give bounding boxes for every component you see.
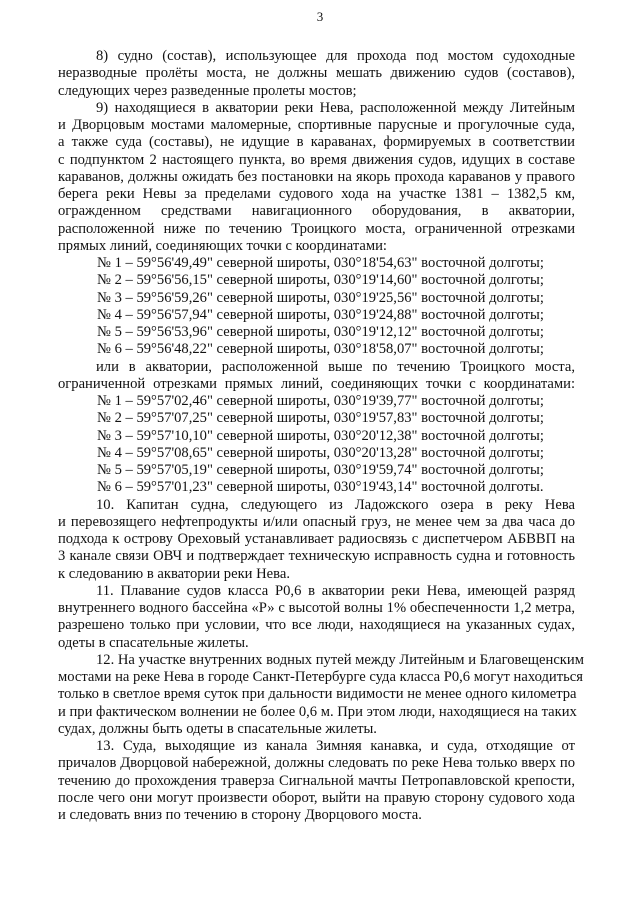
text-line: 11. Плавание судов класса Р0,6 в акватории реки Нева, имеющей разряд [96, 582, 575, 599]
text-line: и следовать вниз по течению в сторону Дворцового моста. [58, 807, 422, 823]
coordinate-line: № 1 – 59°56'49,49" северной широты, 030°18'54,63" восточной долготы; [97, 255, 544, 271]
text-line: к следованию в акватории реки Нева. [58, 565, 290, 582]
text-line: расположенной ниже по течению Троицкого моста, ограниченной отрезками [58, 220, 575, 237]
text-line: 13. Суда, выходящие из канала Зимняя канавка, и суда, отходящие от [96, 738, 575, 754]
coordinate-line: № 2 – 59°56'56,15" северной широты, 030°19'14,60" восточной долготы; [97, 272, 544, 289]
text-line: а также суда (составы), не идущие в караванах, формируемых в соответствии [58, 134, 575, 151]
text-line: огражденном средствами навигационного оборудования, в акватории, [58, 203, 575, 220]
text-line: или в акватории, расположенной выше по течению Троицкого моста, [96, 358, 575, 375]
coordinate-line: № 6 – 59°57'01,23" северной широты, 030°19'43,14" восточной долготы. [97, 479, 544, 496]
text-line: караванов, должны ожидать без постановки на якорь прохода караванов у правого [58, 168, 575, 185]
text-line: берега реки Невы за пределами судового хода на участке 1381 – 1382,5 км, [58, 186, 575, 202]
text-line: подхода к острову Ореховый устанавливает радиосвязь с диспетчером АБВВП на [58, 531, 575, 547]
coordinate-line: № 1 – 59°57'02,46" северной широты, 030°19'39,77" восточной долготы; [97, 393, 544, 409]
coordinate-line: № 4 – 59°56'57,94" северной широты, 030°19'24,88" восточной долготы; [97, 306, 544, 323]
text-line: одеты в спасательные жилеты. [58, 634, 249, 651]
coordinate-line: № 2 – 59°57'07,25" северной широты, 030°19'57,83" восточной долготы; [97, 410, 544, 427]
text-line: течению до прохождения траверза Сигнальной мачты Петропавловской крепости, [58, 772, 575, 789]
text-line: причалов Дворцовой набережной, должны следовать по реке Нева только вверх по [58, 755, 575, 772]
text-line: 9) находящиеся в акватории реки Нева, расположенной между Литейным [96, 99, 575, 116]
coordinate-line: № 5 – 59°57'05,19" северной широты, 030°19'59,74" восточной долготы; [97, 462, 544, 478]
text-line: неразводные пролёты моста, не должны мешать движению судов (составов), [58, 65, 575, 82]
text-line: мостами на реке Нева в городе Санкт-Петербурге суда класса Р0,6 могут находиться [58, 669, 583, 685]
coordinate-line: № 3 – 59°56'59,26" северной широты, 030°19'25,56" восточной долготы; [97, 289, 544, 306]
page-number: 3 [316, 9, 324, 24]
text-line: и Дворцовым мостами маломерные, спортивные парусные и прогулочные суда, [58, 117, 575, 133]
text-line: и перевозящего нефтепродукты и/или опасный груз, не менее чем за два часа до [58, 513, 575, 530]
text-line: 10. Капитан судна, следующего из Ладожского озера в реку Нева [96, 496, 575, 513]
coordinate-line: № 6 – 59°56'48,22" северной широты, 030°18'58,07" восточной долготы; [97, 341, 544, 358]
text-line: с подпунктом 2 настоящего пункта, во время движения судов, идущих в составе [58, 151, 575, 168]
text-line: и при фактическом волнении не более 0,6 м. При этом люди, находящиеся на таких [58, 703, 577, 720]
text-line: разрешено только при условии, что все люди, находящиеся на указанных судах, [58, 617, 575, 634]
text-line: только в светлое время суток при дальности видимости не менее одного километра [58, 686, 577, 703]
text-line: следующих через разведенные пролеты мостов; [58, 82, 357, 99]
text-line: прямых линий, соединяющих точки с координатами: [58, 237, 387, 254]
text-line: после чего они могут произвести оборот, выйти на правую сторону судового хода [58, 789, 575, 806]
text-line: 12. На участке внутренних водных путей между Литейным и Благовещенским [96, 651, 584, 668]
text-line: ограниченной отрезками прямых линий, соединяющих точки с координатами: [58, 375, 575, 392]
coordinate-line: № 4 – 59°57'08,65" северной широты, 030°20'13,28" восточной долготы; [97, 444, 544, 461]
coordinate-line: № 5 – 59°56'53,96" северной широты, 030°19'12,12" восточной долготы; [97, 324, 544, 340]
text-line: 8) судно (состав), использующее для прохода под мостом судоходные [96, 48, 575, 64]
coordinate-line: № 3 – 59°57'10,10" северной широты, 030°20'12,38" восточной долготы; [97, 427, 544, 444]
text-line: внутреннего водного бассейна «Р» с высотой волны 1% обеспеченности 1,2 метра, [58, 600, 575, 616]
text-line: судах, должны быть одеты в спасательные жилеты. [58, 720, 377, 737]
text-line: 3 канале связи ОВЧ и подтверждает техническую исправность судна и готовность [58, 548, 575, 565]
